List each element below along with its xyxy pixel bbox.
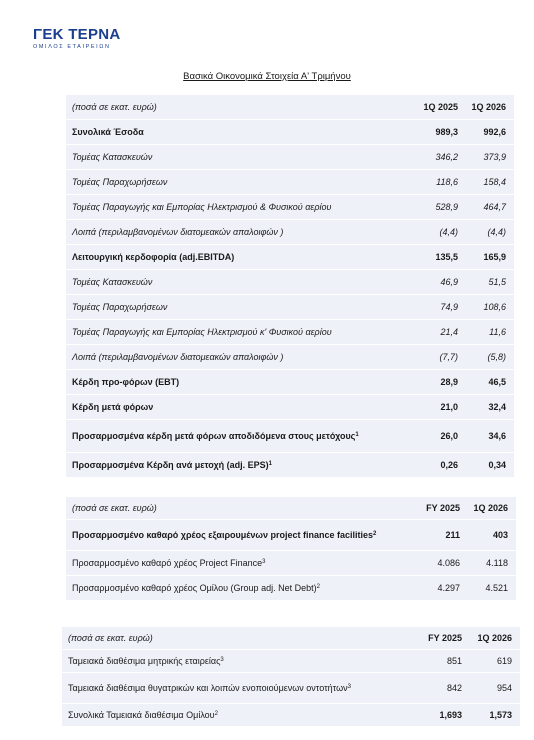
value-col-2: 158,4 [483,177,506,187]
row-label-text: Λειτουργική κερδοφορία (adj.EBITDA) [72,251,235,262]
value-col-1: 28,9 [440,377,458,387]
table-row [66,170,514,195]
row-label-text: Ταμειακά διαθέσιμα θυγατρικών και λοιπών ενοποιούμενων οντοτήτων [68,682,348,693]
row-label [66,177,418,188]
value-col-2: 992,6 [483,127,506,137]
row-label [66,227,418,238]
value-col-2: (5,8) [487,352,506,362]
table-row [62,673,520,704]
table-row [66,520,516,551]
value-col-1: 21,0 [440,402,458,412]
value-col-1: 346,2 [435,152,458,162]
row-label [66,302,418,313]
table-row [66,320,514,345]
row-label-text: Τομέας Παραγωγής και Εμπορίας Ηλεκτρισμού & Φυσικού αερίου [72,201,332,212]
value-col-2: 4.521 [485,583,508,593]
cash-table [62,627,520,727]
row-label [66,152,418,163]
row-label-text: Προσαρμοσμένο καθαρό χρέος εξαιρουμένων project finance facilities [72,529,373,540]
footnote-marker: 2 [372,530,377,537]
value-col-2: 1,573 [489,710,512,720]
value-col-2: 4.118 [486,558,508,568]
row-label [66,583,416,594]
header-col-1: FY 2025 [428,633,462,643]
value-col-1: 842 [446,683,462,693]
value-col-2: 34,6 [488,431,506,441]
row-label-text: Τομέας Κατασκευών [72,276,153,287]
logo-name: ΓΕΚ ΤΕΡΝΑ [33,26,121,43]
value-col-2: 165,9 [483,252,506,262]
row-label [62,710,416,721]
row-label-text: Τομέας Κατασκευών [72,151,153,162]
table-row [66,245,514,270]
table-row [66,370,514,395]
row-label-text: Τομέας Παραχωρήσεων [72,301,168,312]
table-row [62,650,520,673]
table-row [66,345,514,370]
row-label-text: Τομέας Παραχωρήσεων [72,176,168,187]
row-label [66,402,418,413]
header-col-2: 1Q 2026 [471,102,506,112]
table-row [62,704,520,727]
row-label [66,127,418,138]
footnote-marker: 2 [316,583,320,590]
row-label-text: Προσαρμοσμένο καθαρό χρέος Ομίλου (Group adj. Net Debt) [72,582,317,593]
value-col-2: 403 [492,530,508,540]
value-col-1: (7,7) [439,352,458,362]
value-col-2: 46,5 [488,377,506,387]
row-label-text: Συνολικά Έσοδα [72,126,144,137]
value-col-2: 32,4 [488,402,506,412]
footnote-marker: 1 [355,431,359,438]
table-row [66,120,514,145]
row-label [66,460,418,471]
table-row [66,270,514,295]
value-col-1: 74,9 [440,302,458,312]
net-debt-table [66,497,516,601]
row-label-text: Λοιπά (περιλαμβανομένων διατομεακών απαλοιφών ) [72,351,284,362]
value-col-2: 619 [496,656,512,666]
table-row [66,420,514,453]
logo-tagline: ΟΜΙΛΟΣ ΕΤΑΙΡΕΙΩΝ [33,44,111,50]
row-label [66,377,418,388]
table-header-row [66,95,514,120]
header-col-2: 1Q 2026 [477,633,512,643]
table-row [66,453,514,478]
row-label [66,530,416,541]
value-col-1: 26,0 [440,431,458,441]
row-label [66,277,418,288]
header-units-label: (ποσά σε εκατ. ευρώ) [68,632,153,643]
row-label-text: Προσαρμοσμένα κέρδη μετά φόρων αποδιδόμενα στους μετόχους [72,430,356,441]
row-label [66,352,418,363]
value-col-1: 135,5 [435,252,458,262]
value-col-2: 11,6 [489,327,506,337]
value-col-2: (4,4) [487,227,506,237]
table-row [66,220,514,245]
value-col-2: 0,34 [488,460,506,470]
row-label-text: Τομέας Παραγωγής και Εμπορίας Ηλεκτρισμού κ' Φυσικού αερίου [72,326,332,337]
value-col-1: 0,26 [440,460,458,470]
row-label [62,683,416,694]
row-label [62,656,416,667]
value-col-1: 211 [445,530,460,540]
header-col-2: 1Q 2026 [473,503,508,513]
table-row [66,195,514,220]
footnote-marker: 3 [262,558,266,565]
header-col-1: 1Q 2025 [423,102,458,112]
row-label-text: Κέρδη προ-φόρων (EBT) [72,376,180,387]
value-col-1: 46,9 [440,277,458,287]
row-label-text: Λοιπά (περιλαμβανομένων διατομεακών απαλοιφών ) [72,226,284,237]
row-label [66,202,418,213]
value-col-1: 118,6 [436,177,458,187]
row-label [66,252,418,263]
value-col-1: 4.297 [437,583,460,593]
footnote-marker: 2 [214,710,218,717]
header-units-label: (ποσά σε εκατ. ευρώ) [72,101,157,112]
value-col-1: 21,4 [440,327,458,337]
table-row [66,145,514,170]
value-col-1: (4,4) [439,227,458,237]
row-label-text: Προσαρμοσμένα Κέρδη ανά μετοχή (adj. EPS) [72,459,269,470]
footnote-marker: 3 [220,656,224,663]
value-col-2: 954 [496,683,512,693]
footnote-marker: 3 [347,683,351,690]
row-label [66,431,418,442]
table-header-row [66,497,516,520]
footnote-marker: 1 [268,460,272,467]
value-col-2: 108,6 [483,302,506,312]
value-col-2: 464,7 [483,202,506,212]
table-row [66,295,514,320]
value-col-1: 528,9 [435,202,458,212]
value-col-1: 4.086 [437,558,460,568]
row-label-text: Συνολικά Ταμειακά διαθέσιμα Ομίλου [68,709,215,720]
value-col-1: 989,3 [435,127,458,137]
row-label [66,327,418,338]
table-header-row [62,627,520,650]
quarterly-results-table [66,95,514,478]
value-col-1: 1,693 [439,710,462,720]
value-col-1: 851 [446,656,462,666]
header-units-label: (ποσά σε εκατ. ευρώ) [72,502,157,513]
row-label-text: Κέρδη μετά φόρων [72,401,154,412]
row-label-text: Προσαρμοσμένο καθαρό χρέος Project Finance [72,557,263,568]
value-col-2: 51,5 [488,277,506,287]
header-col-1: FY 2025 [426,503,460,513]
table-row [66,576,516,601]
table-row [66,551,516,576]
row-label-text: Ταμειακά διαθέσιμα μητρικής εταιρείας [68,655,221,666]
value-col-2: 373,9 [483,152,506,162]
row-label [66,558,416,569]
page-title: Βασικά Οικονομικά Στοιχεία Α' Τριμήνου [183,71,351,82]
table-row [66,395,514,420]
company-logo [33,27,121,50]
